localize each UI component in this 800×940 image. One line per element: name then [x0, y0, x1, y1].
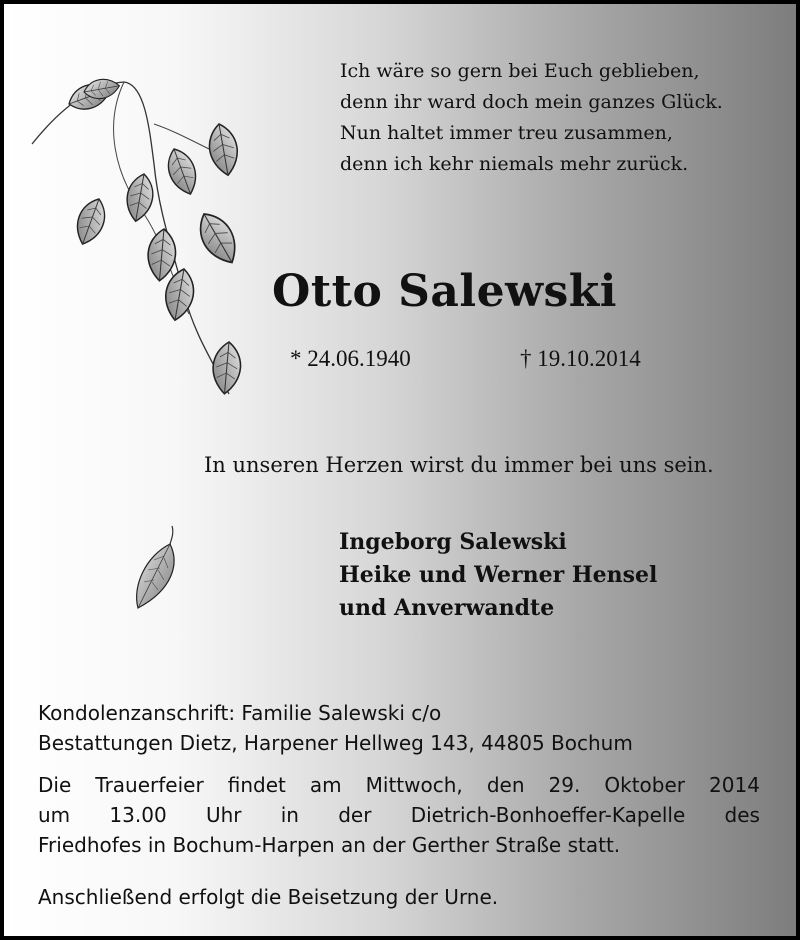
ceremony-line-2 [38, 800, 760, 830]
word: 2014 [709, 773, 760, 797]
word: findet [227, 773, 286, 797]
deceased-name: Otto Salewski [272, 266, 617, 317]
word: Oktober [604, 773, 685, 797]
birch-branch-icon [24, 64, 264, 424]
word: um [38, 803, 71, 827]
mourner-name: Heike und Werner Hensel [339, 562, 658, 588]
falling-leaf-icon [128, 524, 188, 614]
birth-date: * 24.06.1940 [290, 346, 411, 371]
memorial-poem [340, 56, 780, 180]
word: Dietrich-Bonhoeffer-Kapelle [410, 803, 686, 827]
ceremony-info [38, 770, 760, 860]
memorial-message: In unseren Herzen wirst du immer bei uns sein. [204, 453, 714, 477]
poem-line: Ich wäre so gern bei Euch geblieben, [340, 60, 700, 82]
address-line: Kondolenzanschrift: Familie Salewski c/o [38, 701, 442, 725]
poem-line: denn ihr ward doch mein ganzes Glück. [340, 91, 723, 113]
word: Die [38, 773, 72, 797]
mourner-name: und Anverwandte [339, 595, 555, 621]
word: 13.00 [109, 803, 167, 827]
word: des [724, 803, 760, 827]
mourners-list [339, 526, 657, 625]
poem-line: Nun haltet immer treu zusammen, [340, 122, 673, 144]
word: 29. [548, 773, 581, 797]
obituary-card [4, 4, 796, 936]
ceremony-line-1 [38, 770, 760, 800]
word: in [280, 803, 299, 827]
word: der [338, 803, 372, 827]
word: Mittwoch, [365, 773, 463, 797]
burial-note: Anschließend erfolgt die Beisetzung der Urne. [38, 885, 499, 909]
death-date: † 19.10.2014 [520, 346, 641, 371]
word: Trauerfeier [95, 773, 204, 797]
mourner-name: Ingeborg Salewski [339, 529, 567, 555]
condolence-address [38, 698, 760, 758]
word: am [309, 773, 342, 797]
address-line: Bestattungen Dietz, Harpener Hellweg 143, 44805 Bochum [38, 731, 633, 755]
poem-line: denn ich kehr niemals mehr zurück. [340, 153, 689, 175]
word: Uhr [205, 803, 242, 827]
ceremony-line-3: Friedhofes in Bochum-Harpen an der Gerther Straße statt. [38, 833, 621, 857]
word: den [486, 773, 525, 797]
